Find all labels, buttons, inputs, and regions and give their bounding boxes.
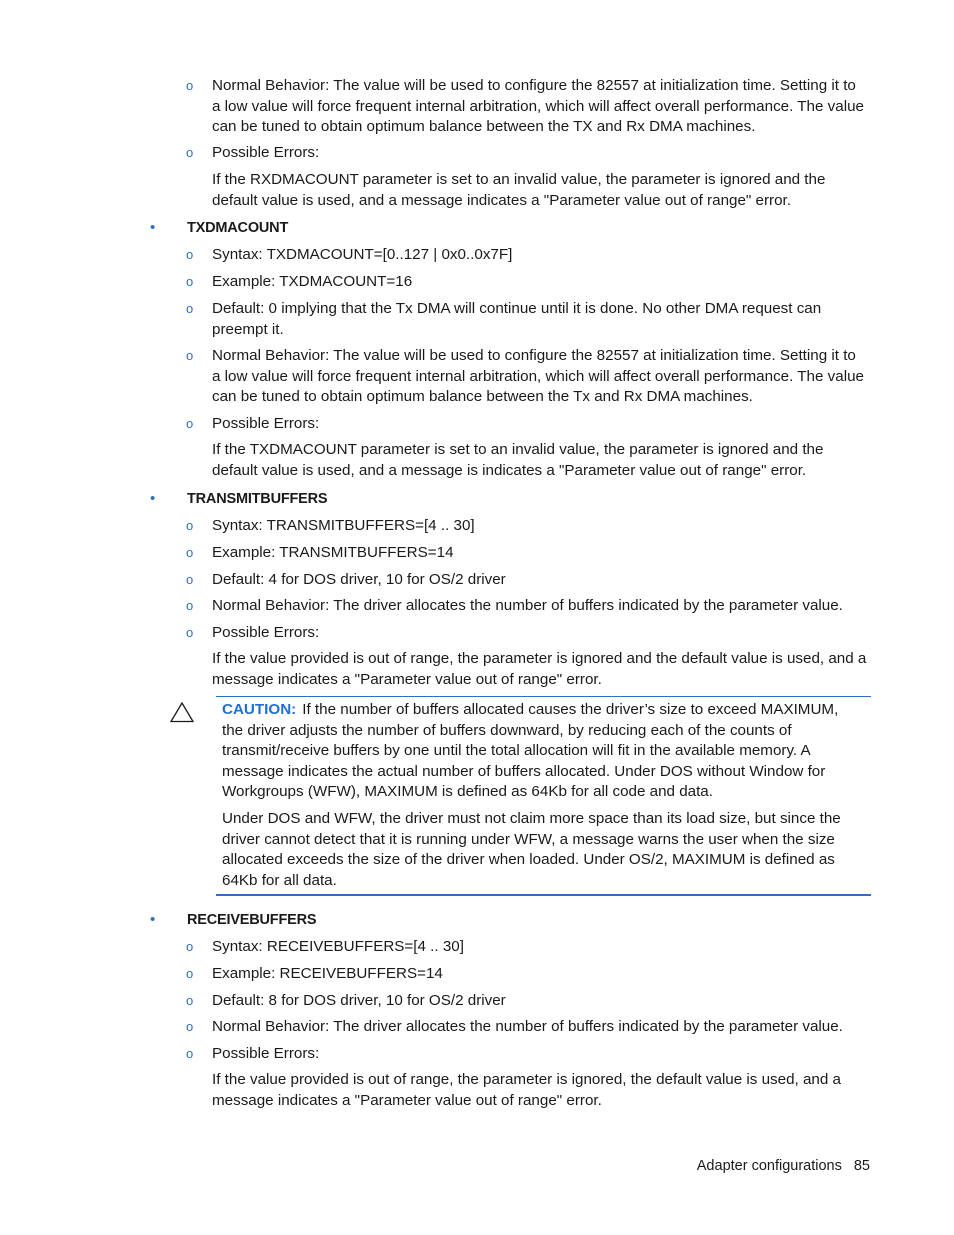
example-text: Example: TXDMACOUNT=16: [212, 273, 413, 290]
default-text: Default: 4 for DOS driver, 10 for OS/2 driver: [212, 571, 506, 588]
normal-behavior-text: Normal Behavior: The value will be used to configure the 82557 at initialization time. Setting it to a low value will force frequent internal arbitration, which will affect overall performance. The value can be tuned to obtain optimum balance between the Tx and Rx DMA machines.: [212, 347, 864, 405]
list-item-default: [186, 991, 866, 1012]
possible-errors-label: Possible Errors:: [212, 624, 320, 641]
caution-box: [216, 696, 871, 896]
caution-paragraph: [222, 700, 862, 803]
bullet-marker: •: [150, 911, 156, 928]
sub-bullet-marker: o: [186, 598, 194, 613]
list-item-normal-behavior: [186, 346, 866, 408]
list-item-possible-errors: [186, 414, 866, 435]
sub-bullet-marker: o: [186, 966, 194, 981]
possible-errors-label: Possible Errors:: [212, 1045, 320, 1062]
list-item-possible-errors: [186, 143, 866, 164]
sub-bullet-marker: o: [186, 572, 194, 587]
bullet-marker: •: [150, 490, 156, 507]
sub-bullet-marker: o: [186, 625, 194, 640]
list-item-possible-errors: [186, 1044, 866, 1065]
list-item-default: [186, 570, 866, 591]
list-item-normal-behavior: [186, 76, 866, 138]
syntax-text: Syntax: TRANSMITBUFFERS=[4 .. 30]: [212, 517, 475, 534]
normal-behavior-text: Normal Behavior: The driver allocates the number of buffers indicated by the parameter value.: [212, 1018, 843, 1035]
error-description: If the value provided is out of range, the parameter is ignored and the default value is used, and a message indicates a "Parameter value out of range" error.: [212, 650, 867, 688]
syntax-text: Syntax: TXDMACOUNT=[0..127 | 0x0..0x7F]: [212, 246, 513, 263]
example-text: Example: TRANSMITBUFFERS=14: [212, 544, 454, 561]
sub-bullet-marker: o: [186, 545, 194, 560]
page-footer: [697, 1158, 870, 1174]
sub-bullet-marker: o: [186, 518, 194, 533]
default-text: Default: 8 for DOS driver, 10 for OS/2 driver: [212, 992, 506, 1009]
example-text: Example: RECEIVEBUFFERS=14: [212, 965, 443, 982]
sub-bullet-marker: o: [186, 145, 194, 160]
possible-errors-label: Possible Errors:: [212, 144, 320, 161]
sub-bullet-marker: o: [186, 348, 194, 363]
list-item-syntax: [186, 516, 866, 537]
sub-bullet-marker: o: [186, 301, 194, 316]
list-item-example: [186, 272, 866, 293]
sub-bullet-marker: o: [186, 1046, 194, 1061]
sub-bullet-marker: o: [186, 993, 194, 1008]
list-item-normal-behavior: [186, 596, 866, 617]
sub-bullet-marker: o: [186, 247, 194, 262]
error-description: If the RXDMACOUNT parameter is set to an invalid value, the parameter is ignored and the default value is used, and a message indicates a "Parameter value out of range" error.: [212, 171, 826, 209]
list-item-default: [186, 299, 866, 340]
syntax-text: Syntax: RECEIVEBUFFERS=[4 .. 30]: [212, 938, 464, 955]
default-text: Default: 0 implying that the Tx DMA will continue until it is done. No other DMA request can preempt it.: [212, 300, 822, 338]
list-item-syntax: [186, 245, 866, 266]
sub-bullet-marker: o: [186, 1019, 194, 1034]
list-item-syntax: [186, 937, 866, 958]
sub-bullet-marker: o: [186, 274, 194, 289]
page-number: 85: [853, 1158, 870, 1174]
caution-paragraph-2: Under DOS and WFW, the driver must not claim more space than its load size, but since the driver cannot detect that it is running under WFW, a message warns the user when the size allocated exceeds the size of the driver when loaded. Under OS/2, MAXIMUM is defined as 64Kb for all data.: [222, 810, 841, 889]
section-heading: RECEIVEBUFFERS: [187, 912, 317, 928]
normal-behavior-text: Normal Behavior: The value will be used to configure the 82557 at initialization time. Setting it to a low value will force frequent internal arbitration, which will affect overall performance. The value can be tuned to obtain optimum balance between the TX and Rx DMA machines.: [212, 77, 864, 135]
sub-bullet-marker: o: [186, 416, 194, 431]
list-item-normal-behavior: [186, 1017, 866, 1038]
sub-bullet-marker: o: [186, 78, 194, 93]
section-heading: TXDMACOUNT: [187, 220, 289, 236]
bullet-marker: •: [150, 219, 156, 236]
error-description: If the TXDMACOUNT parameter is set to an invalid value, the parameter is ignored and the default value is used, and a message is indicates a "Parameter value out of range" error.: [212, 441, 824, 479]
possible-errors-label: Possible Errors:: [212, 415, 320, 432]
list-item-possible-errors: [186, 623, 866, 644]
footer-section-title: Adapter configurations: [696, 1158, 842, 1174]
section-heading: TRANSMITBUFFERS: [187, 491, 328, 507]
caution-label: CAUTION:: [222, 701, 297, 718]
warning-triangle-icon: [170, 701, 194, 723]
sub-bullet-marker: o: [186, 939, 194, 954]
list-item-example: [186, 964, 866, 985]
caution-text: If the number of buffers allocated causes the driver’s size to exceed MAXIMUM, the driver adjusts the number of buffers downward, by reducing each of the counts of transmit/receive buffers by one until the total allocation will fit in the available memory. A message indicates the actual number of buffers allocated. Under DOS without Window for Workgroups (WFW), MAXIMUM is defined as 64Kb for all code and data.: [222, 701, 839, 800]
error-description: If the value provided is out of range, the parameter is ignored, the default value is used, and a message indicates a "Parameter value out of range" error.: [212, 1071, 841, 1109]
list-item-example: [186, 543, 866, 564]
normal-behavior-text: Normal Behavior: The driver allocates the number of buffers indicated by the parameter value.: [212, 597, 843, 614]
